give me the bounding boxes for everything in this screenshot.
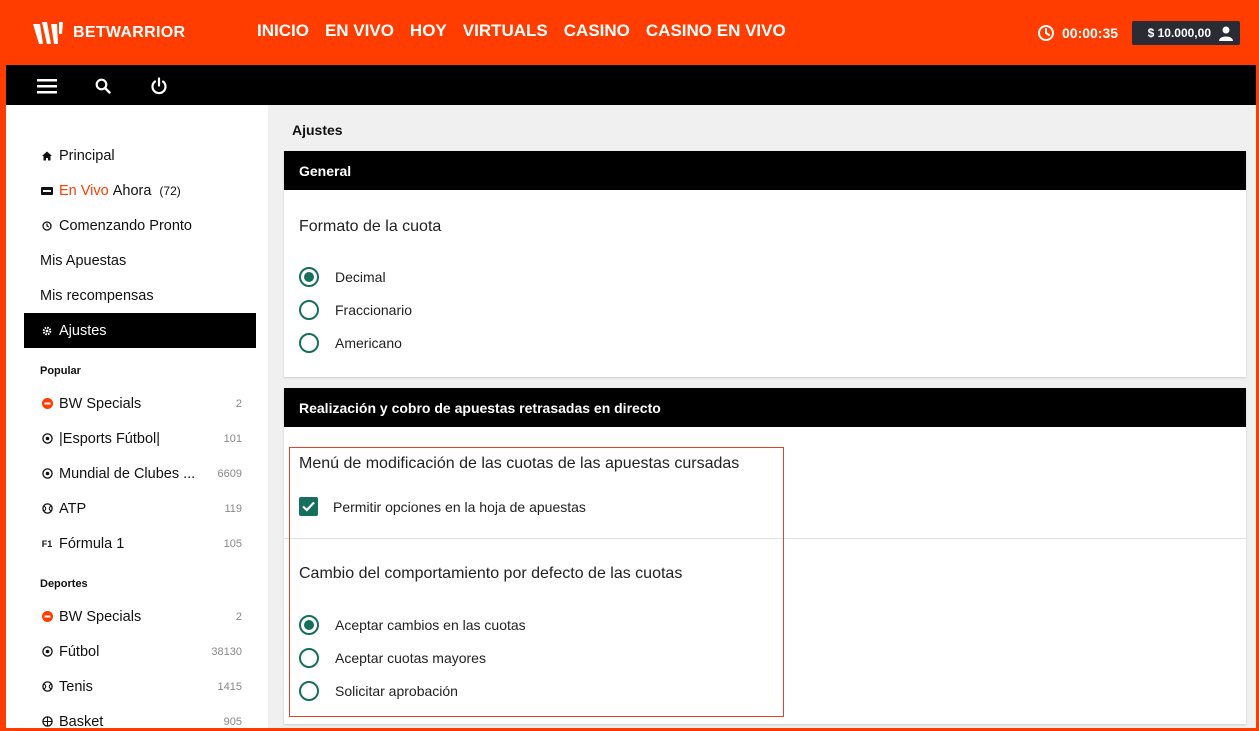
nav-casino-en-vivo[interactable]: CASINO EN VIVO [645, 21, 786, 40]
sidebar-item-popular-esports-futbol[interactable] [24, 421, 256, 456]
option-label: Fraccionario [335, 302, 413, 318]
clock-icon [1037, 24, 1055, 42]
main-nav [257, 21, 786, 41]
nav-virtuals[interactable]: VIRTUALS [462, 21, 548, 40]
sidebar-item-mis-recompensas[interactable] [24, 278, 256, 313]
sidebar-item-label: Fórmula 1 [59, 535, 125, 552]
betwarrior-logo-icon [31, 20, 65, 46]
basketball-icon [40, 716, 54, 727]
sidebar-item-popular-mundial-clubes[interactable] [24, 456, 256, 491]
sidebar-item-label: Basket [59, 713, 104, 730]
sidebar-item-label: Tenis [59, 678, 93, 695]
sidebar-item-label: Fútbol [59, 643, 100, 660]
sidebar-item-label: Ajustes [59, 322, 107, 339]
bw-icon [40, 398, 54, 409]
f1-icon: F1 [41, 538, 53, 549]
odds-format-title: Formato de la cuota [299, 218, 442, 235]
odds-format-option-americano[interactable] [299, 333, 402, 353]
option-label: Decimal [335, 269, 386, 285]
sidebar-item-sports-bw-specials[interactable] [24, 599, 256, 634]
odds-modification-menu-title: Menú de modificación de las cuotas de las apuestas cursadas [299, 455, 740, 472]
option-label: Aceptar cuotas mayores [335, 650, 486, 666]
top-header [3, 3, 1259, 65]
power-icon[interactable] [148, 75, 170, 97]
sidebar-item-ajustes[interactable] [24, 313, 256, 348]
odds-format-option-decimal[interactable] [299, 267, 386, 287]
sidebar-item-label: Mis recompensas [40, 287, 154, 304]
checkbox-label: Permitir opciones en la hoja de apuestas [333, 498, 586, 515]
event-count: 101 [223, 432, 242, 445]
event-count: 2 [235, 610, 242, 623]
radio-unselected[interactable] [299, 300, 319, 320]
soccer-ball-icon [40, 646, 54, 657]
event-count: 105 [223, 537, 242, 550]
event-count: 1415 [217, 680, 242, 693]
sidebar-item-label: Ahora [112, 182, 152, 199]
live-prefix: En Vivo [59, 182, 109, 199]
live-count: (72) [159, 183, 181, 198]
nav-en-vivo[interactable]: EN VIVO [324, 21, 394, 40]
sidebar-item-label: |Esports Fútbol| [59, 430, 161, 447]
general-panel [284, 151, 1246, 377]
brand-logo[interactable] [31, 20, 185, 46]
sidebar-item-mis-apuestas[interactable] [24, 243, 256, 278]
bw-icon [40, 611, 54, 622]
option-label: Americano [335, 335, 402, 351]
clock-icon [40, 221, 54, 231]
content-area [6, 105, 1259, 731]
sidebar-item-sports-futbol[interactable] [24, 634, 256, 669]
event-count: 6609 [217, 467, 242, 480]
sidebar-item-popular-atp[interactable] [24, 491, 256, 526]
session-timer [1037, 24, 1118, 42]
timer-value: 00:00:35 [1062, 25, 1119, 41]
odds-behavior-title: Cambio del comportamiento por defecto de las cuotas [299, 565, 683, 582]
nav-casino[interactable]: CASINO [563, 21, 630, 40]
search-icon[interactable] [92, 75, 114, 97]
tennis-ball-icon [40, 681, 54, 692]
event-count: 2 [235, 397, 242, 410]
option-label: Aceptar cambios en las cuotas [335, 617, 526, 633]
sidebar-item-sports-tenis[interactable] [24, 669, 256, 704]
toolbar [6, 65, 1259, 105]
odds-format-option-fraccionario[interactable] [299, 300, 412, 320]
soccer-ball-icon [40, 468, 54, 479]
user-icon [1219, 26, 1233, 41]
menu-icon[interactable] [36, 75, 58, 97]
radio-unselected[interactable] [299, 333, 319, 353]
brand-name: BETWARRIOR [73, 24, 186, 41]
radio-selected[interactable] [299, 267, 319, 287]
sidebar-item-label: Comenzando Pronto [59, 217, 192, 234]
delayed-bets-panel-header: Realización y cobro de apuestas retrasadas en directo [284, 388, 1246, 427]
sidebar-item-label: BW Specials [59, 608, 142, 625]
sidebar-item-label: Mundial de Clubes ... [59, 465, 196, 482]
sidebar [6, 105, 268, 731]
sidebar-item-sports-basket[interactable] [24, 704, 256, 731]
live-icon [40, 187, 54, 195]
gear-icon [40, 326, 54, 336]
sidebar-item-popular-bw-specials[interactable] [24, 386, 256, 421]
sidebar-item-label: ATP [59, 500, 87, 517]
sidebar-item-comenzando-pronto[interactable] [24, 208, 256, 243]
section-title-deportes: Deportes [40, 578, 88, 590]
general-panel-header: General [284, 151, 1246, 190]
sidebar-item-label: Mis Apuestas [40, 252, 127, 269]
nav-inicio[interactable]: INICIO [257, 21, 309, 40]
home-icon [40, 151, 54, 161]
balance-value: $ 10.000,00 [1147, 26, 1211, 40]
sidebar-item-label: BW Specials [59, 395, 142, 412]
event-count: 38130 [211, 645, 242, 658]
event-count: 905 [223, 715, 242, 728]
option-label: Solicitar aprobación [335, 683, 458, 699]
sidebar-item-en-vivo[interactable] [24, 173, 256, 208]
balance-button[interactable] [1132, 21, 1240, 45]
tennis-ball-icon [40, 503, 54, 514]
sidebar-item-principal[interactable] [24, 138, 256, 173]
soccer-ball-icon [40, 433, 54, 444]
page-title: Ajustes [292, 122, 343, 138]
nav-hoy[interactable]: HOY [409, 21, 447, 40]
event-count: 119 [224, 502, 242, 515]
sidebar-item-label: Principal [59, 147, 115, 164]
sidebar-item-popular-formula-1[interactable] [24, 526, 256, 561]
section-title-popular: Popular [40, 365, 81, 377]
focus-highlight-box [289, 447, 784, 717]
